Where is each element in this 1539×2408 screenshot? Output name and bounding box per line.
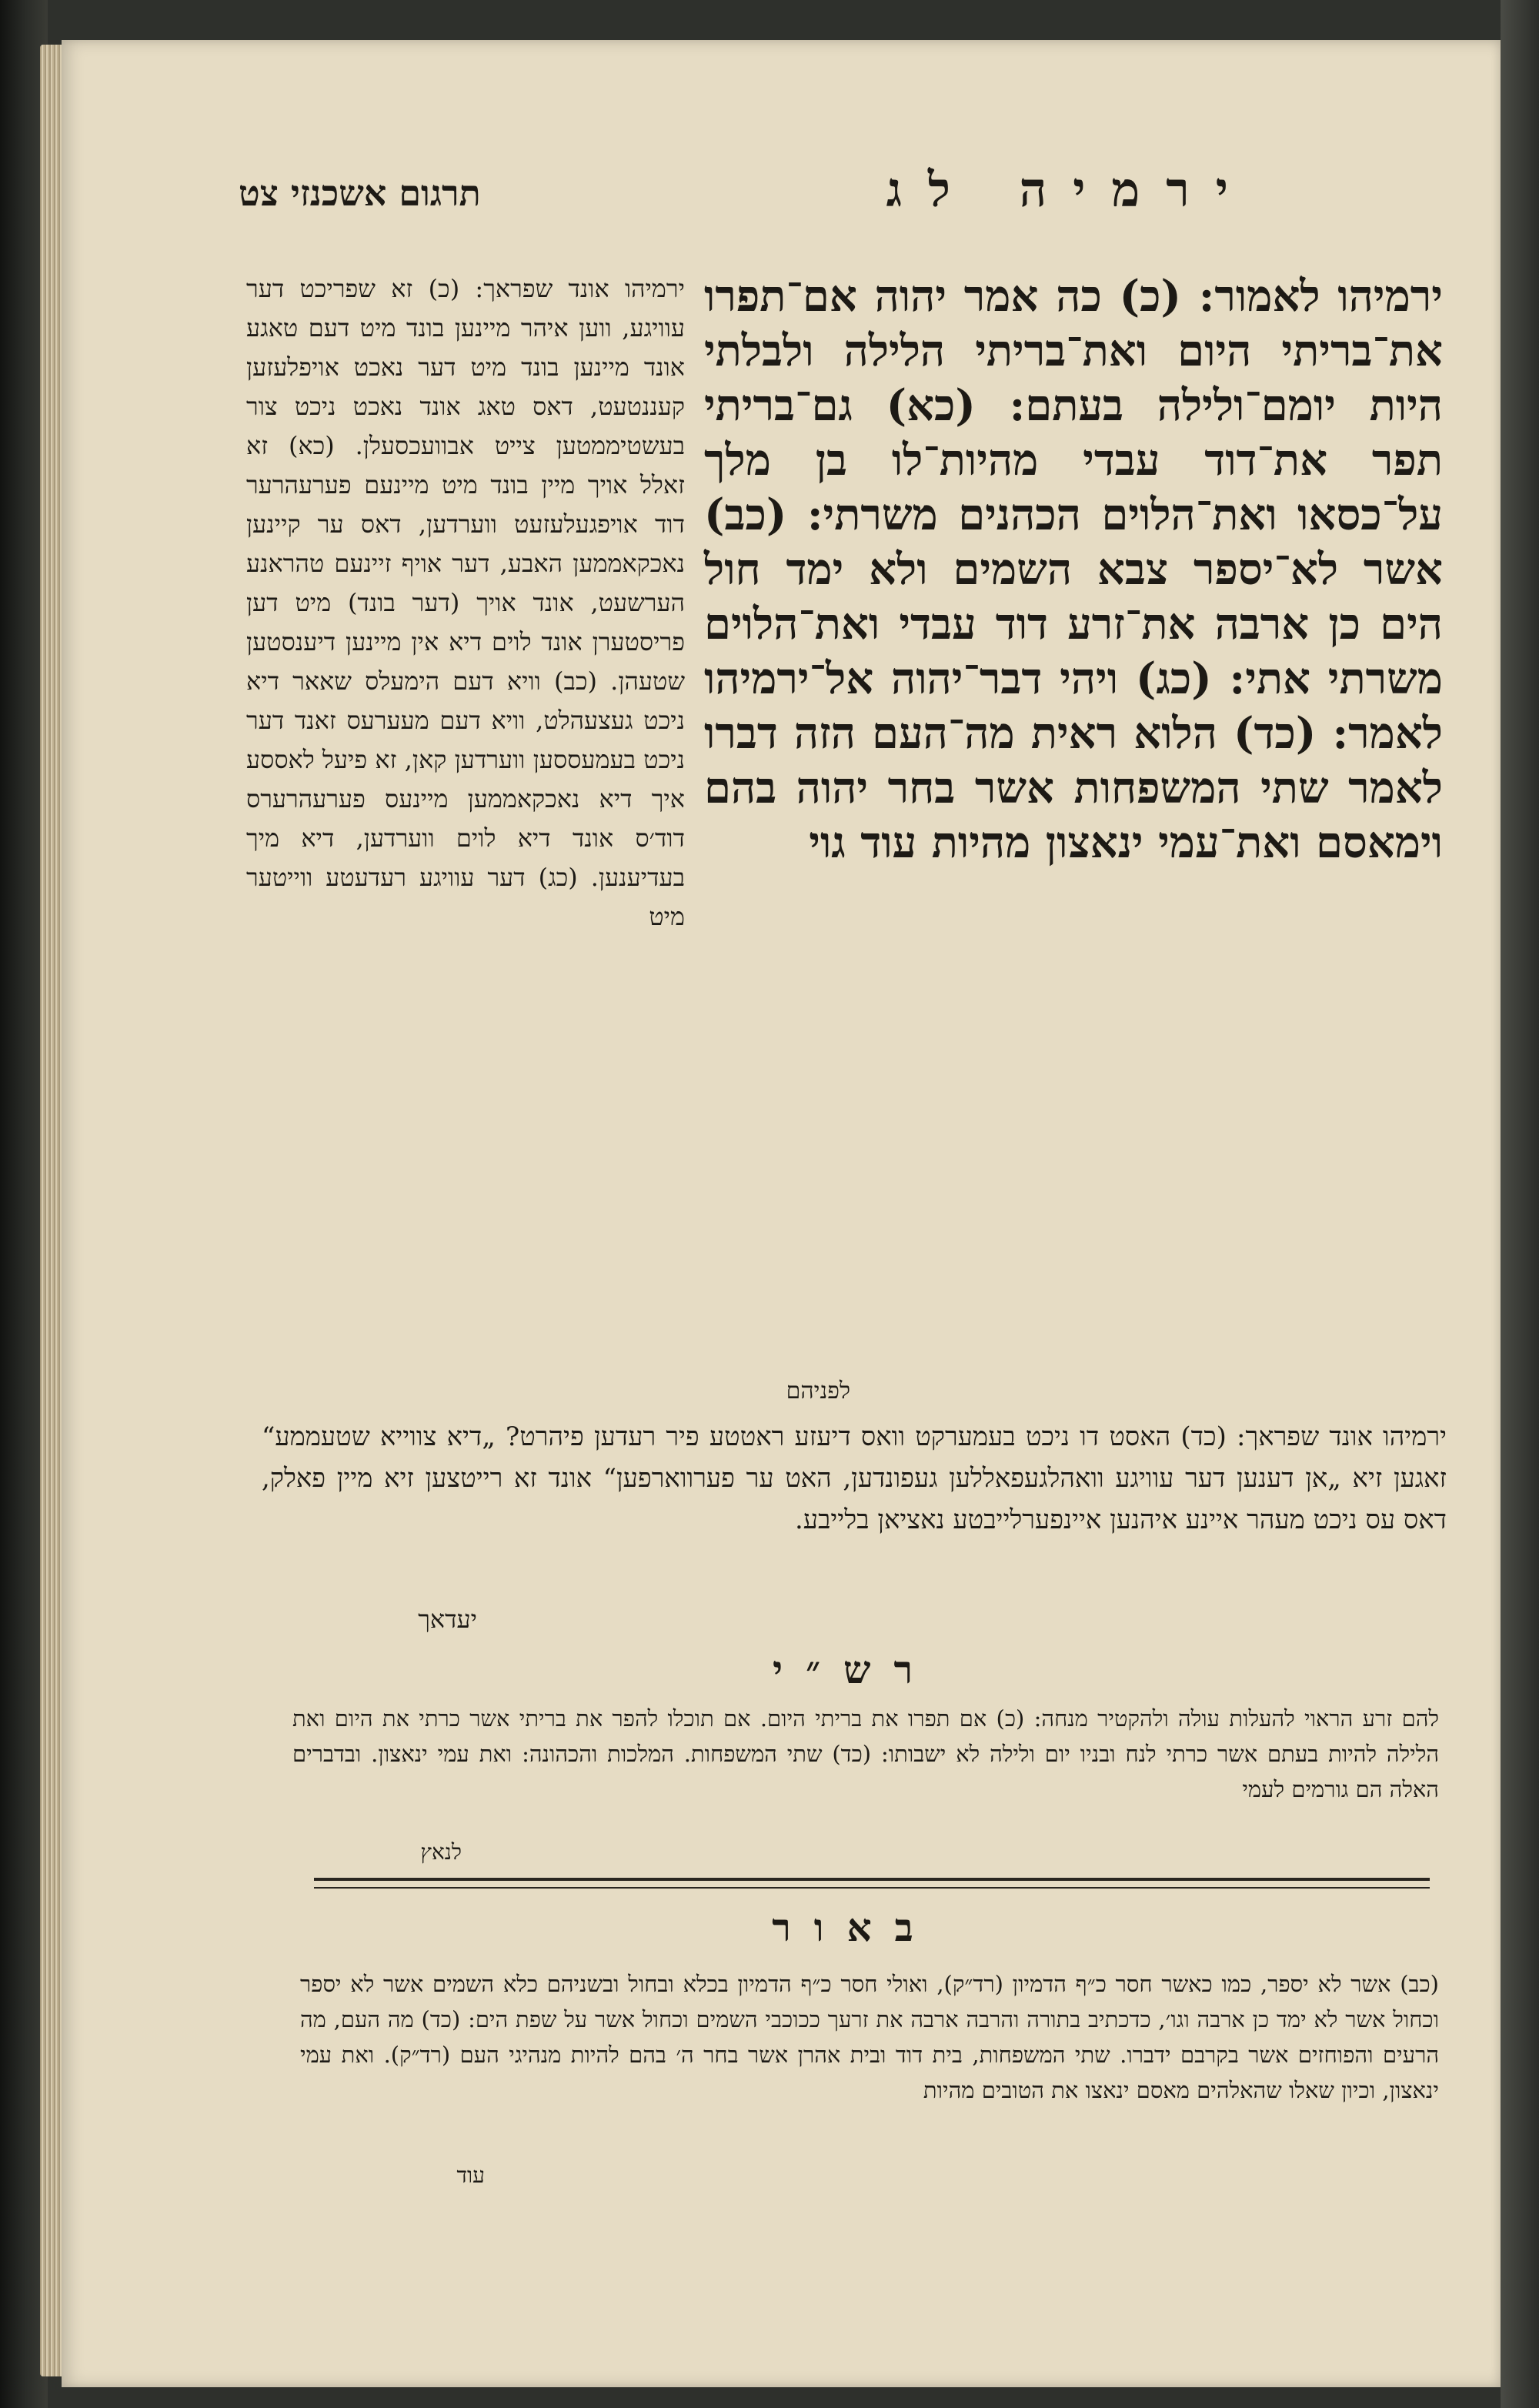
targum-column: ירמיהו אונד שפראך: (כ) זא שפריכט דער עוויגע, ווען איהר מיינען בונד מיט דעם טאגע אונד מיינען בונד מיט דער נאכט אויפלעזען קעננטעט, דאס טאג אונד נאכט ניכט צור בעשטיממטען צייט אבוועכסעלן. (כא) זא זאלל אויך מיין בונד מיט מיינעם פערעהרער דוד אויפגעלעזעט ווערדען, דאס ער קיינען נאכקאממען האבע, דער אויף זיינעם טהראנע הערשעט, אונד אויך (דער בונד) מיט דען פריסטערן אונד לוים דיא אין מיינען דיענסטען שטעהן. (כב) וויא דעם הימעלס שאאר דיא ניכט געצעהלט, וויא דעם מעערעס זאנד דער ניכט בעמעססען ווערדען קאן, זא פיעל לאססע איך דיא נאכקאממען מיינעס פערעהרערס דוד׳ס אונד דיא לוים ווערדען, דיא מיך בעדיענען. (כג) דער עוויגע רעדעטע ווייטער מיט <box>246 274 685 931</box>
running-head <box>239 162 1254 239</box>
rashi-catchword: לנאץ <box>420 1839 462 1865</box>
beur-catchword: עוד <box>456 2163 485 2188</box>
beur-title: באור <box>772 1905 936 1950</box>
page-edges <box>40 45 63 2376</box>
main-catchword: לפניהם <box>786 1378 850 1404</box>
section-divider <box>314 1878 1430 1881</box>
main-hebrew-text: ירמיהו לאמור: (כ) כה אמר יהוה אם־תפרו את־בריתי היום ואת־בריתי הלילה ולבלתי היות יומם־ולילה בעתם: (כא) גם־בריתי תפר את־דוד עבדי מהיות־לו בן מלך על־כסאו ואת־הלוים הכהנים משרתי: (כב) אשר לא־יספר צבא השמים ולא ימד חול הים כן ארבה את־זרע דוד עבדי ואת־הלוים משרתי אתי: (כג) ויהי דבר־יהוה אל־ירמיהו לאמר: (כד) הלוא ראית מה־העם הזה דברו לאמר שתי המשפחות אשר בחר יהוה בהם וימאסם ואת־עמי ינאצון מהיות עוד גוי <box>704 271 1443 868</box>
targum-catchword: יעדאך <box>418 1605 477 1634</box>
section-divider-thin <box>314 1887 1430 1889</box>
targum-full-width: ירמיהו אונד שפראך: (כד) האסט דו ניכט בעמערקט וואס דיעזע ראטטע פיר רעדען פיהרט? „דיא צווייא שטעממע“ זאגען זיא „אן דענען דער עוויגע וואהלגעפאללען געפונדען, האט ער פערווארפען“ אונד זא רייטצען זיא מיין פאלק, דאס עס ניכט מעהר איינע איהנען איינפערלייבטע נאציאן בלייבע. <box>262 1421 1447 1535</box>
targum-title: תרגום אשכנזי צט <box>239 172 481 214</box>
beur-commentary: (כב) אשר לא יספר, כמו כאשר חסר כ״ף הדמיון (רד״ק), ואולי חסר כ״ף הדמיון בכלא ובחול ובשניהם כלא השמים אשר לא יספר וכחול אשר לא ימד כן ארבה וגו׳, כדכתיב בתורה והרבה ארבה את זרעך ככוכבי השמים וכחול אשר על שפת הים: (כד) מה העם, מה הרעים והפוחזים אשר בקרבם ידברו. שתי המשפחות, בית דוד ובית אהרן אשר בחר ה׳ בהם להיות מנהיגי העם (רד״ק). ואת עמי ינאצון, וכיון שאלו שהאלהים מאסם ינאצו את הטובים מהיות <box>300 1971 1439 2103</box>
rashi-commentary: להם זרע הראוי להעלות עולה ולהקטיר מנחה: (כ) אם תפרו את בריתי היום. אם תוכלו להפר את בריתי אשר כרתי את היום ואת הלילה להיות בעתם אשר כרתי לנח ובניו יום ולילה לא ישבותו: (כד) שתי המשפחות. המלכות והכהונה: ואת עמי ינאצון. ובדברים האלה הם גורמים לעמי <box>292 1705 1439 1802</box>
rashi-title: רש״י <box>772 1647 936 1692</box>
book-title: ירמיה לג <box>886 162 1254 218</box>
right-background <box>1501 0 1539 2408</box>
